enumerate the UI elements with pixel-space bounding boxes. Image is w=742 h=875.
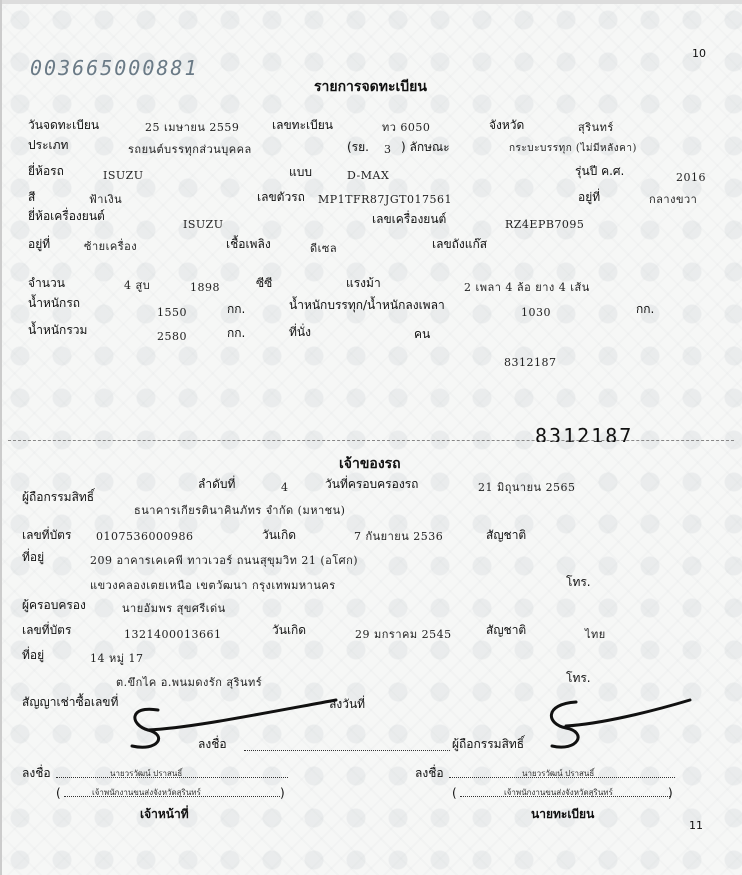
hp-label: แรงม้า bbox=[346, 276, 381, 290]
holder-id: 0107536000986 bbox=[96, 530, 194, 543]
holder-label: ผู้ถือกรรมสิทธิ์ bbox=[22, 490, 95, 504]
style-label: ) ลักษณะ bbox=[401, 140, 450, 154]
seq-number: 4 bbox=[281, 481, 289, 494]
holder-address-2: แขวงคลองเตยเหนือ เขตวัฒนา กรุงเทพมหานคร bbox=[90, 579, 336, 592]
year-label: รุ่นปี ค.ศ. bbox=[575, 164, 625, 178]
ry-number: 3 bbox=[384, 143, 392, 156]
holder-addr-label: ที่อยู่ bbox=[22, 550, 45, 564]
color-label: สี bbox=[28, 190, 36, 204]
kg-label-1: กก. bbox=[227, 302, 246, 316]
officer-title: เจ้าพนักงานขนส่งจังหวัดสุรินทร์ bbox=[92, 788, 201, 797]
seat-label: ที่นั่ง bbox=[289, 325, 311, 339]
registration-title: รายการจดทะเบียน bbox=[314, 79, 427, 95]
signature-left-icon bbox=[118, 690, 358, 760]
holder-birth: 7 กันยายน 2536 bbox=[354, 530, 444, 543]
load-label: น้ำหนักบรรทุก/น้ำหนักลงเพลา bbox=[289, 298, 445, 312]
holder-birth-label: วันเกิด bbox=[262, 528, 297, 542]
engine-cc: 1898 bbox=[190, 281, 220, 294]
vehicle-weight: 1550 bbox=[157, 306, 187, 319]
possessor-name: นายอัมพร สุขศรีเด่น bbox=[122, 602, 226, 615]
brand: ISUZU bbox=[103, 169, 144, 182]
count-label: จำนวน bbox=[28, 276, 65, 290]
serial-number-small: 8312187 bbox=[504, 356, 557, 369]
serial-number-large: 8312187 bbox=[535, 426, 634, 442]
signature-right-icon bbox=[540, 692, 710, 762]
page-top-edge bbox=[0, 0, 742, 4]
possessor-addr-label: ที่อยู่ bbox=[22, 648, 45, 662]
possessor-birth: 29 มกราคม 2545 bbox=[355, 628, 452, 641]
engine-brand-label: ยี่ห้อเครื่องยนต์ bbox=[28, 209, 105, 223]
possessor-birth-label: วันเกิด bbox=[272, 623, 307, 637]
registrar-name: นายวรวัฒน์ ปราสนธิ์ bbox=[522, 769, 595, 778]
fuel: ดีเซล bbox=[310, 242, 338, 255]
officer-role: เจ้าหน้าที่ bbox=[140, 807, 189, 821]
holder-name: ธนาคารเกียรตินาคินภัทร จำกัด (มหาชน) bbox=[134, 504, 346, 517]
cylinders: 4 สูบ bbox=[124, 279, 151, 292]
registrar-paren-close: ) bbox=[668, 786, 673, 800]
type-label: ประเภท bbox=[28, 138, 69, 152]
possessor-nation-label: สัญชาติ bbox=[486, 623, 527, 637]
reg-date: 25 เมษายน 2559 bbox=[145, 121, 240, 134]
possessor-label: ผู้ครอบครอง bbox=[22, 598, 86, 612]
sign-label: ลงชื่อ bbox=[198, 737, 227, 751]
reg-date-label: วันจดทะเบียน bbox=[28, 118, 100, 132]
registrar-sign-label: ลงชื่อ bbox=[415, 766, 444, 780]
kg-label-3: กก. bbox=[227, 326, 246, 340]
province-label: จังหวัด bbox=[489, 118, 525, 132]
vehicle-type: รถยนต์บรรทุกส่วนบุคคล bbox=[128, 143, 252, 156]
seat-unit: คน bbox=[414, 327, 431, 341]
possessor-tel-label: โทร. bbox=[566, 671, 591, 685]
chassis-label: เลขตัวรถ bbox=[257, 190, 305, 204]
seq-label: ลำดับที่ bbox=[198, 477, 236, 491]
chassis-location: กลางขวา bbox=[649, 193, 698, 206]
officer-paren-close: ) bbox=[280, 786, 285, 800]
page-number-top: 10 bbox=[692, 47, 706, 60]
color: ฟ้าเงิน bbox=[89, 193, 123, 206]
page-number-bottom: 11 bbox=[689, 819, 703, 832]
vehicle-style: กระบะบรรทุก (ไม่มีหลังคา) bbox=[509, 143, 637, 154]
model-label: แบบ bbox=[289, 165, 312, 179]
cc-label: ซีซี bbox=[256, 276, 273, 290]
possess-date: 21 มิถุนายน 2565 bbox=[478, 481, 576, 494]
possessor-id-label: เลขที่บัตร bbox=[22, 623, 72, 637]
possessor-address-2: ต.ขึกไค อ.พนมดงรัก สุรินทร์ bbox=[116, 676, 263, 689]
load-weight: 1030 bbox=[521, 306, 551, 319]
officer-name: นายวรวัฒน์ ปราสนธิ์ bbox=[110, 769, 183, 778]
possessor-address-1: 14 หมู่ 17 bbox=[90, 652, 144, 665]
possessor-nation: ไทย bbox=[585, 628, 606, 641]
engine-number: RZ4EPB7095 bbox=[505, 218, 585, 231]
engine-loc-label: อยู่ที่ bbox=[28, 237, 51, 251]
province: สุรินทร์ bbox=[578, 121, 614, 134]
handwritten-code: 003665000881 bbox=[30, 56, 199, 80]
registrar-paren-open: ( bbox=[452, 786, 457, 800]
engine-location: ซ้ายเครื่อง bbox=[84, 240, 138, 253]
chassis-at-label: อยู่ที่ bbox=[578, 190, 601, 204]
owner-title: เจ้าของรถ bbox=[339, 456, 401, 472]
engine-brand: ISUZU bbox=[183, 218, 224, 231]
registrar-title: เจ้าพนักงานขนส่งจังหวัดสุรินทร์ bbox=[504, 788, 613, 797]
axle-info: 2 เพลา 4 ล้อ ยาง 4 เส้น bbox=[464, 281, 590, 294]
kg-label-2: กก. bbox=[636, 302, 655, 316]
fuel-label: เชื้อเพลิง bbox=[226, 237, 271, 251]
weight-label: น้ำหนักรถ bbox=[28, 296, 81, 310]
chassis-number: MP1TFR87JGT017561 bbox=[318, 193, 452, 206]
ry-label: (รย. bbox=[347, 140, 369, 154]
lease-label: สัญญาเช่าซื้อเลขที่ bbox=[22, 695, 119, 709]
gross-label: น้ำหนักรวม bbox=[28, 323, 88, 337]
plate-label: เลขทะเบียน bbox=[272, 118, 333, 132]
engine-no-label: เลขเครื่องยนต์ bbox=[372, 212, 447, 226]
lease-date-label: ลงวันที่ bbox=[329, 697, 366, 711]
registrar-role: นายทะเบียน bbox=[531, 807, 595, 821]
brand-label: ยี่ห้อรถ bbox=[28, 164, 64, 178]
officer-sign-label: ลงชื่อ bbox=[22, 766, 51, 780]
possessor-id: 1321400013661 bbox=[124, 628, 222, 641]
holder-address-1: 209 อาคารเคเคพี ทาวเวอร์ ถนนสุขุมวิท 21 (อโศก) bbox=[90, 554, 359, 567]
sign-holder-label: ผู้ถือกรรมสิทธิ์ bbox=[452, 737, 525, 751]
officer-paren-open: ( bbox=[56, 786, 61, 800]
gas-tank-label: เลขถังแก๊ส bbox=[432, 237, 488, 251]
page-left-edge bbox=[0, 0, 2, 875]
gross-weight: 2580 bbox=[157, 330, 187, 343]
holder-tel-label: โทร. bbox=[566, 575, 591, 589]
year: 2016 bbox=[676, 171, 706, 184]
plate: ทว 6050 bbox=[382, 121, 431, 134]
possess-date-label: วันที่ครอบครองรถ bbox=[325, 477, 419, 491]
model: D-MAX bbox=[347, 169, 390, 182]
holder-id-label: เลขที่บัตร bbox=[22, 528, 72, 542]
holder-nation-label: สัญชาติ bbox=[486, 528, 527, 542]
